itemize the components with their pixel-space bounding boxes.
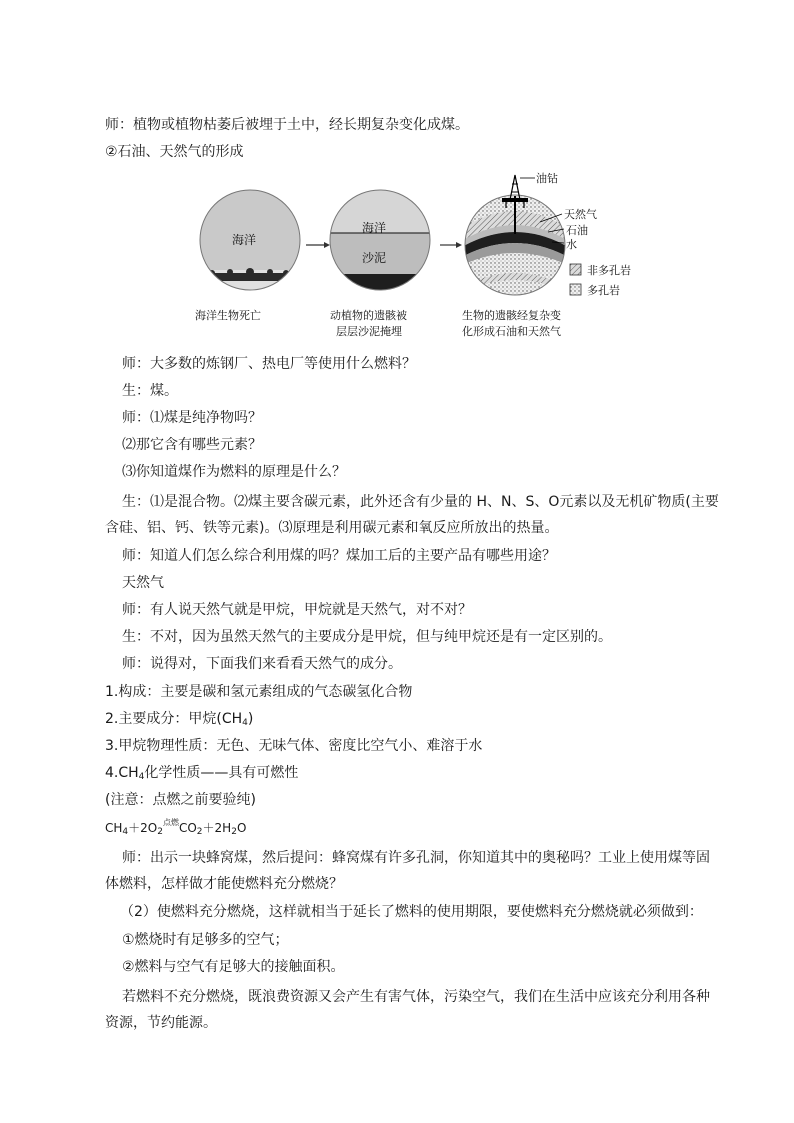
subscript: 4 [122,827,129,837]
legend-nonporous-swatch [570,264,581,275]
water-label: 水 [566,238,577,251]
section-heading: ②石油、天然气的形成 [105,144,244,160]
paragraph: 生：⑴是混合物。⑵煤主要含碳元素，此外还含有少量的 H、N、S、O元素以及无机矿物质(主要含硅、铝、钙、铁等元素)。⑶原理是利用碳元素和氧反应所放出的热量。 [105,494,719,536]
oil-gas-formation-diagram [190,170,690,345]
subscript: 2 [196,827,203,837]
natural-gas-label: 天然气 [564,208,597,221]
list-item-text: ) [247,711,254,727]
list-item-text: 4.CH [105,765,139,781]
list-item: ①燃烧时有足够多的空气； [122,932,289,948]
subscript: 4 [138,772,145,782]
eq-term: CO [178,821,197,835]
chemical-equation [105,818,705,842]
paragraph: 师：有人说天然气就是甲烷，甲烷就是天然气，对不对？ [122,602,472,618]
list-item: 1.构成：主要是碳和氢元素组成的气态碳氢化合物 [105,684,413,700]
list-item [105,763,705,787]
eq-term: ＋2O [128,821,158,835]
subscript: 2 [157,827,163,837]
paragraph: 生：煤。 [122,383,178,399]
list-item [105,709,705,733]
diagram-graphic [190,170,690,345]
caption-formation-line1: 生物的遗骸经复杂变 [462,309,561,322]
list-item: 3.甲烷物理性质：无色、无味气体、密度比空气小、难溶于水 [105,738,483,754]
paragraph: 师：大多数的炼钢厂、热电厂等使用什么燃料？ [122,356,416,372]
arrow-right-icon [306,242,330,248]
section-heading: 天然气 [122,575,164,591]
oil-gas-circle [460,170,580,310]
paragraph: ⑵那它含有哪些元素？ [122,437,262,453]
paragraph: 师：知道人们怎么综合利用煤的吗？煤加工后的主要产品有哪些用途？ [122,548,556,564]
list-item: ②燃料与空气有足够大的接触面积。 [122,959,345,975]
legend-porous-swatch [570,284,581,295]
paragraph: （2）使燃料充分燃烧，这样就相当于延长了燃料的使用期限，要使燃料充分燃烧就必须做到： [120,904,703,920]
paragraph: 师：出示一块蜂窝煤，然后提问：蜂窝煤有许多孔洞，你知道其中的奥秘吗？工业上使用煤等固体燃料，怎样做才能使燃料充分燃烧？ [105,850,710,892]
caption-buried-line1: 动植物的遗骸被 [330,309,407,322]
caption-formation-line2: 化形成石油和天然气 [462,325,561,338]
ocean-label: 海洋 [362,221,387,235]
sand-mud-label: 沙泥 [362,251,387,265]
paragraph: 生：不对，因为虽然天然气的主要成分是甲烷，但与纯甲烷还是有一定区别的。 [122,629,612,645]
list-item-text: 2.主要成分：甲烷(CH [105,711,243,727]
list-item-text: 化学性质——具有可燃性 [144,765,299,781]
subscript: 4 [242,718,248,728]
paragraph: 师：植物或植物枯萎后被埋于土中，经长期复杂变化成煤。 [105,117,469,133]
subscript: 2 [231,827,237,837]
paragraph: 师：说得对，下面我们来看看天然气的成分。 [122,656,402,672]
arrow-right-icon [440,242,462,248]
legend-nonporous-label: 非多孔岩 [587,264,631,277]
caption-ocean-life-dies: 海洋生物死亡 [195,309,261,322]
reaction-condition: 点燃 [162,818,179,827]
note: (注意：点燃之前要验纯) [105,792,256,808]
legend-porous-label: 多孔岩 [587,284,620,297]
eq-term: O [236,821,247,835]
caption-buried-line2: 层层沙泥掩埋 [336,325,402,338]
oil-rig-label: 油钻 [536,172,558,185]
eq-term: ＋2H [202,821,232,835]
ocean-label: 海洋 [232,233,257,247]
oil-label: 石油 [566,224,588,237]
paragraph: 若燃料不充分燃烧，既浪费资源又会产生有害气体，污染空气，我们在生活中应该充分利用各种资源，节约能源。 [105,989,710,1031]
paragraph: 师：⑴煤是纯净物吗？ [122,410,262,426]
paragraph: ⑶你知道煤作为燃料的原理是什么？ [122,464,346,480]
eq-term: CH [105,821,123,835]
